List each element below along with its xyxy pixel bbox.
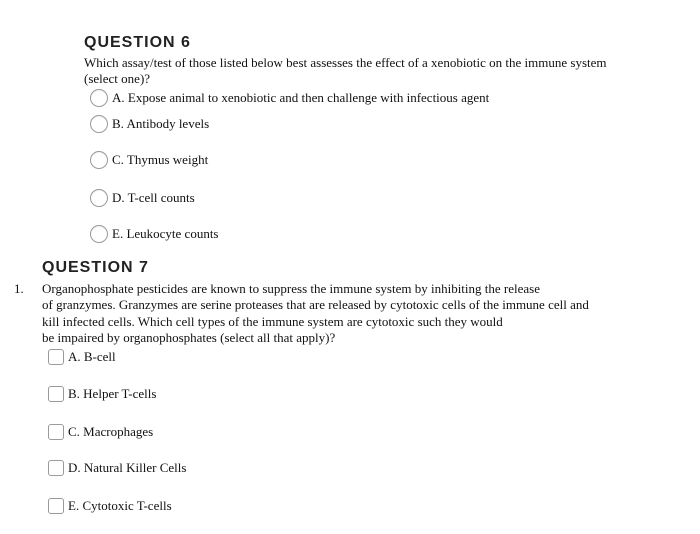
- q7-option-b[interactable]: [48, 386, 156, 402]
- q6-option-b[interactable]: [90, 115, 209, 133]
- option-label: B. Helper T-cells: [68, 386, 157, 401]
- question-7-text-line-3: kill infected cells. Which cell types of the immune system are cytotoxic such they would: [42, 314, 503, 329]
- radio-button[interactable]: [90, 89, 108, 107]
- question-7-text-line-1: Organophosphate pesticides are known to suppress the immune system by inhibiting the release: [42, 281, 540, 296]
- option-label: B. Antibody levels: [112, 116, 210, 131]
- option-label: A. B-cell: [68, 349, 116, 364]
- option-label: E. Cytotoxic T-cells: [68, 498, 172, 513]
- question-6-header: QUESTION 6: [84, 34, 191, 51]
- option-label: D. Natural Killer Cells: [68, 460, 187, 475]
- checkbox[interactable]: [48, 460, 64, 476]
- option-label: A. Expose animal to xenobiotic and then challenge with infectious agent: [112, 90, 490, 105]
- radio-button[interactable]: [90, 151, 108, 169]
- q7-option-c[interactable]: [48, 424, 153, 440]
- question-7-text-line-2: of granzymes. Granzymes are serine proteases that are released by cytotoxic cells of the immune cell and: [42, 297, 589, 312]
- q6-option-c[interactable]: [90, 151, 208, 169]
- q6-option-a[interactable]: [90, 89, 489, 107]
- q6-option-d[interactable]: [90, 189, 195, 207]
- radio-button[interactable]: [90, 115, 108, 133]
- option-label: D. T-cell counts: [112, 190, 195, 205]
- q7-option-e[interactable]: [48, 498, 172, 514]
- option-label: C. Macrophages: [68, 424, 154, 439]
- option-label: C. Thymus weight: [112, 152, 209, 167]
- checkbox[interactable]: [48, 386, 64, 402]
- q7-option-a[interactable]: [48, 349, 116, 365]
- q7-option-d[interactable]: [48, 460, 186, 476]
- checkbox[interactable]: [48, 498, 64, 514]
- question-7-number: 1.: [14, 281, 24, 296]
- checkbox[interactable]: [48, 424, 64, 440]
- radio-button[interactable]: [90, 189, 108, 207]
- q6-option-e[interactable]: [90, 225, 219, 243]
- question-7-header: QUESTION 7: [42, 259, 149, 276]
- radio-button[interactable]: [90, 225, 108, 243]
- checkbox[interactable]: [48, 349, 64, 365]
- question-6-text-line-1: Which assay/test of those listed below best assesses the effect of a xenobiotic on the immune system: [84, 55, 607, 70]
- question-6-text-line-2: (select one)?: [84, 71, 151, 86]
- option-label: E. Leukocyte counts: [112, 226, 219, 241]
- question-7-text-line-4: be impaired by organophosphates (select all that apply)?: [42, 330, 336, 345]
